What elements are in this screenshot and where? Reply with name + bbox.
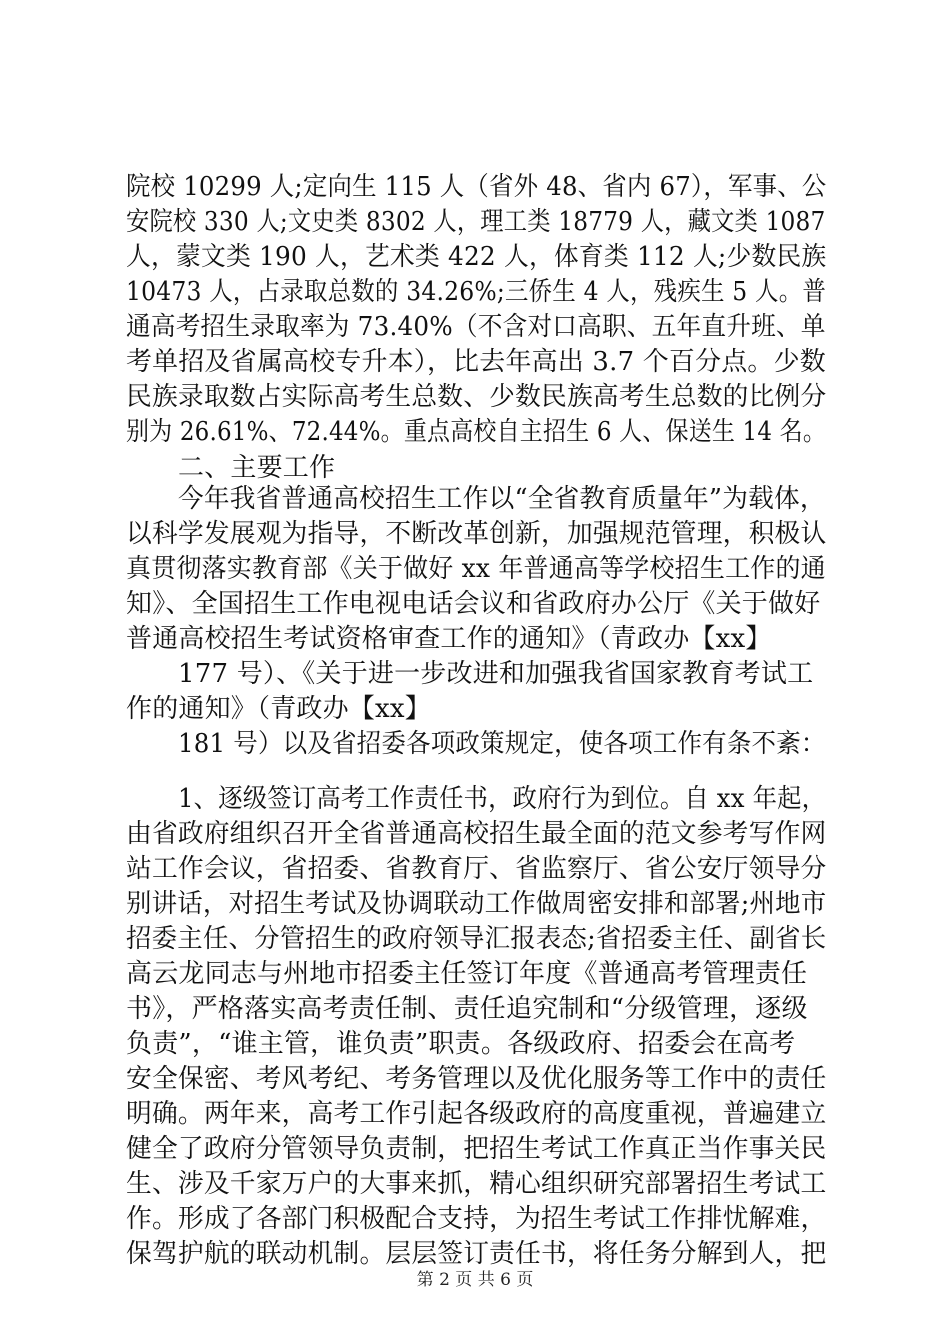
body-text-line: 健全了政府分管领导负责制，把招生考试工作真正当作事关民 <box>126 1134 827 1164</box>
body-text-line: 明确。两年来，高考工作引起各级政府的高度重视，普遍建立 <box>126 1099 827 1129</box>
page-number-footer: 第 2 页 共 6 页 <box>416 1270 534 1290</box>
body-text-line: 招委主任、分管招生的政府领导汇报表态;省招委主任、副省长 <box>126 924 827 954</box>
body-text-line: 今年我省普通高校招生工作以“全省教育质量年”为载体， <box>178 484 826 514</box>
body-text-line: 负责”，“谁主管，谁负责”职责。各级政府、招委会在高考 <box>126 1029 796 1059</box>
body-text-line: 177 号）、《关于进一步改进和加强我省国家教育考试工 <box>178 659 814 689</box>
body-text-line: 考单招及省属高校专升本），比去年高出 3.7 个百分点。少数 <box>126 347 826 377</box>
body-text-line: 站工作会议，省招委、省教育厅、省监察厅、省公安厅领导分 <box>126 854 827 884</box>
body-text-line: 保驾护航的联动机制。层层签订责任书，将任务分解到人，把 <box>126 1239 827 1269</box>
body-text-line: 民族录取数占实际高考生总数、少数民族高考生总数的比例分 <box>126 382 827 412</box>
body-text-line: 人，蒙文类 190 人，艺术类 422 人，体育类 112 人;少数民族 <box>126 242 827 272</box>
body-text-line: 别为 26.61%、72.44%。重点高校自主招生 6 人、保送生 14 名。 <box>126 417 827 447</box>
body-text-line: 安院校 330 人;文史类 8302 人，理工类 18779 人，藏文类 1087 <box>126 207 826 237</box>
body-text-line: 通高考招生录取率为 73.40%（不含对口高职、五年直升班、单 <box>126 312 826 342</box>
body-text-line: 1、逐级签订高考工作责任书，政府行为到位。自 xx 年起， <box>178 784 827 814</box>
body-text-line: 高云龙同志与州地市招委主任签订年度《普通高考管理责任 <box>126 959 808 989</box>
body-text-line: 10473 人，占录取总数的 34.26%;三侨生 4 人，残疾生 5 人。普 <box>126 277 827 307</box>
body-text-line: 生、涉及千家万户的大事来抓，精心组织研究部署招生考试工 <box>126 1169 827 1199</box>
body-text-line: 书》，严格落实高考责任制、责任追究制和“分级管理，逐级 <box>126 994 808 1024</box>
body-text-line: 以科学发展观为指导，不断改革创新，加强规范管理，积极认 <box>126 519 827 549</box>
body-text-line: 普通高校招生考试资格审查工作的通知》（青政办【xx】 <box>126 624 772 654</box>
body-text-line: 真贯彻落实教育部《关于做好 xx 年普通高等学校招生工作的通 <box>126 554 826 584</box>
body-text-line: 知》、全国招生工作电视电话会议和省政府办公厅《关于做好 <box>126 589 821 619</box>
section-heading: 二、主要工作 <box>178 453 336 483</box>
body-text-line: 安全保密、考风考纪、考务管理以及优化服务等工作中的责任 <box>126 1064 827 1094</box>
body-text-line: 院校 10299 人;定向生 115 人（省外 48、省内 67），军事、公 <box>126 172 827 202</box>
body-text-line: 作的通知》（青政办【xx】 <box>126 694 431 724</box>
body-text-line: 由省政府组织召开全省普通高校招生最全面的范文参考写作网 <box>126 819 827 849</box>
body-text-line: 别讲话，对招生考试及协调联动工作做周密安排和部署;州地市 <box>126 889 827 919</box>
body-text-line: 作。形成了各部门积极配合支持，为招生考试工作排忧解难， <box>126 1204 827 1234</box>
body-text-line: 181 号）以及省招委各项政策规定，使各项工作有条不紊： <box>178 729 826 759</box>
